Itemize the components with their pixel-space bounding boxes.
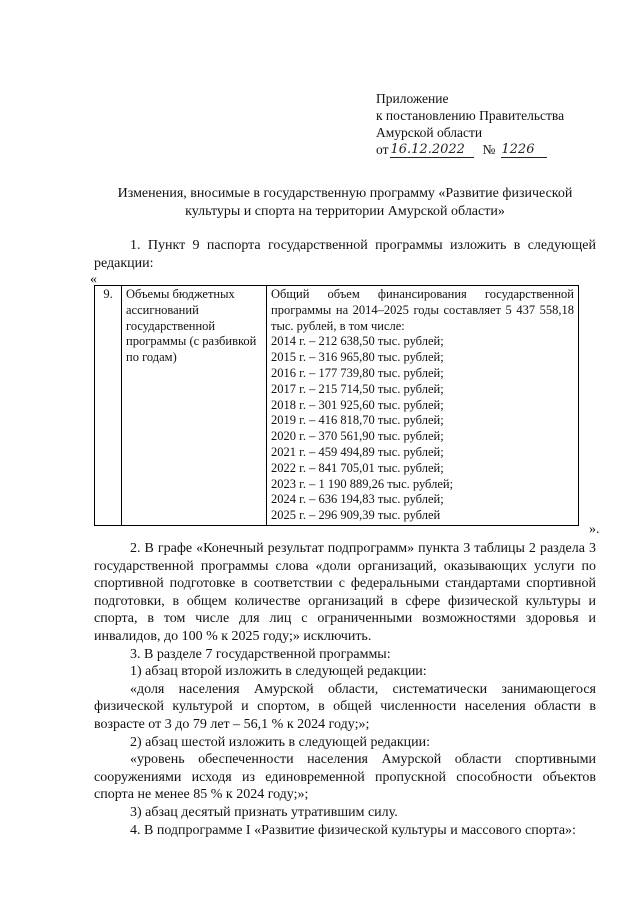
annex-block xyxy=(376,90,564,158)
funding-year: 2022 г. – 841 705,01 тыс. рублей; xyxy=(271,460,444,475)
funding-year: 2015 г. – 316 965,80 тыс. рублей; xyxy=(271,350,444,365)
funding-year: 2024 г. – 636 194,83 тыс. рублей; xyxy=(271,492,444,507)
annex-number-label: № xyxy=(482,142,496,157)
annex-line-region: Амурской области xyxy=(376,125,483,140)
funding-table xyxy=(94,285,579,526)
document-title: Изменения, вносимые в государственную программу «Развитие физической культуры и спорта на территории Амурской области» xyxy=(117,186,573,219)
paragraph-4: 4. В подпрограмме I «Развитие физической культуры и массового спорта»: xyxy=(130,822,576,838)
funding-year: 2016 г. – 177 739,80 тыс. рублей; xyxy=(271,365,444,380)
paragraph-3-1: 1) абзац второй изложить в следующей редакции: xyxy=(130,664,427,680)
annex-date-handwritten: 16.12.2022 xyxy=(390,143,474,158)
funding-year: 2023 г. – 1 190 889,26 тыс. рублей; xyxy=(271,476,454,491)
annex-line-resolution: к постановлению Правительства xyxy=(376,108,565,123)
paragraph-2: 2. В графе «Конечный результат подпрограмм» пункта 3 таблицы 2 раздела 3 государственной программы слова «доли организаций, оказывающих услуги по спортивной подготовке в соответствии с федеральными стандартами спортивной подготовки, в общем количестве организаций в сфере физической культуры и спорта, в том числе для лиц с ограниченными возможностями здоровья и инвалидов, до 100 % к 2025 году;» исключить. xyxy=(94,541,596,644)
funding-year: 2020 г. – 370 561,90 тыс. рублей; xyxy=(271,429,444,444)
table-cell-amounts xyxy=(267,286,579,526)
annex-title: Приложение xyxy=(376,91,449,106)
table-cell-number: 9. xyxy=(95,286,122,526)
annex-from-label: от xyxy=(376,142,389,157)
paragraph-3-1-quote: «доля населения Амурской области, систематически занимающегося физической культурой и спортом, в общей численности населения области в возрасте от 3 до 79 лет – 56,1 % к 2024 году;»; xyxy=(94,681,596,732)
paragraph-3-3: 3) абзац десятый признать утратившим силу. xyxy=(130,804,398,820)
paragraph-3-2: 2) абзац шестой изложить в следующей редакции: xyxy=(130,734,430,750)
annex-number-handwritten: 1226 xyxy=(501,143,547,158)
paragraph-3-2-quote: «уровень обеспеченности населения Амурской области спортивными сооружениями исходя из единовременной пропускной способности объектов спорта не менее 85 % к 2024 году;»; xyxy=(94,752,596,803)
document-body xyxy=(94,540,596,839)
table-row xyxy=(95,286,579,526)
funding-year: 2025 г. – 296 909,39 тыс. рублей xyxy=(271,508,441,523)
quote-close: ». xyxy=(589,522,600,537)
funding-year: 2017 г. – 215 714,50 тыс. рублей; xyxy=(271,381,444,396)
paragraph-3: 3. В разделе 7 государственной программы: xyxy=(130,646,391,662)
funding-year: 2018 г. – 301 925,60 тыс. рублей; xyxy=(271,397,444,412)
annex-date-row xyxy=(376,141,564,158)
funding-intro: Общий объем финансирования государственной программы на 2014–2025 годы составляет 5 437 558,18 тыс. рублей, в том числе: xyxy=(271,287,574,333)
funding-year: 2014 г. – 212 638,50 тыс. рублей; xyxy=(271,334,444,349)
funding-year: 2019 г. – 416 818,70 тыс. рублей; xyxy=(271,413,444,428)
funding-year: 2021 г. – 459 494,89 тыс. рублей; xyxy=(271,444,444,459)
table-cell-label: Объемы бюджетных ассигнований государственной программы (с разбивкой по годам) xyxy=(122,286,267,526)
quote-open: « xyxy=(90,272,97,287)
paragraph-1: 1. Пункт 9 паспорта государственной программы изложить в следующей редакции: xyxy=(94,238,596,271)
